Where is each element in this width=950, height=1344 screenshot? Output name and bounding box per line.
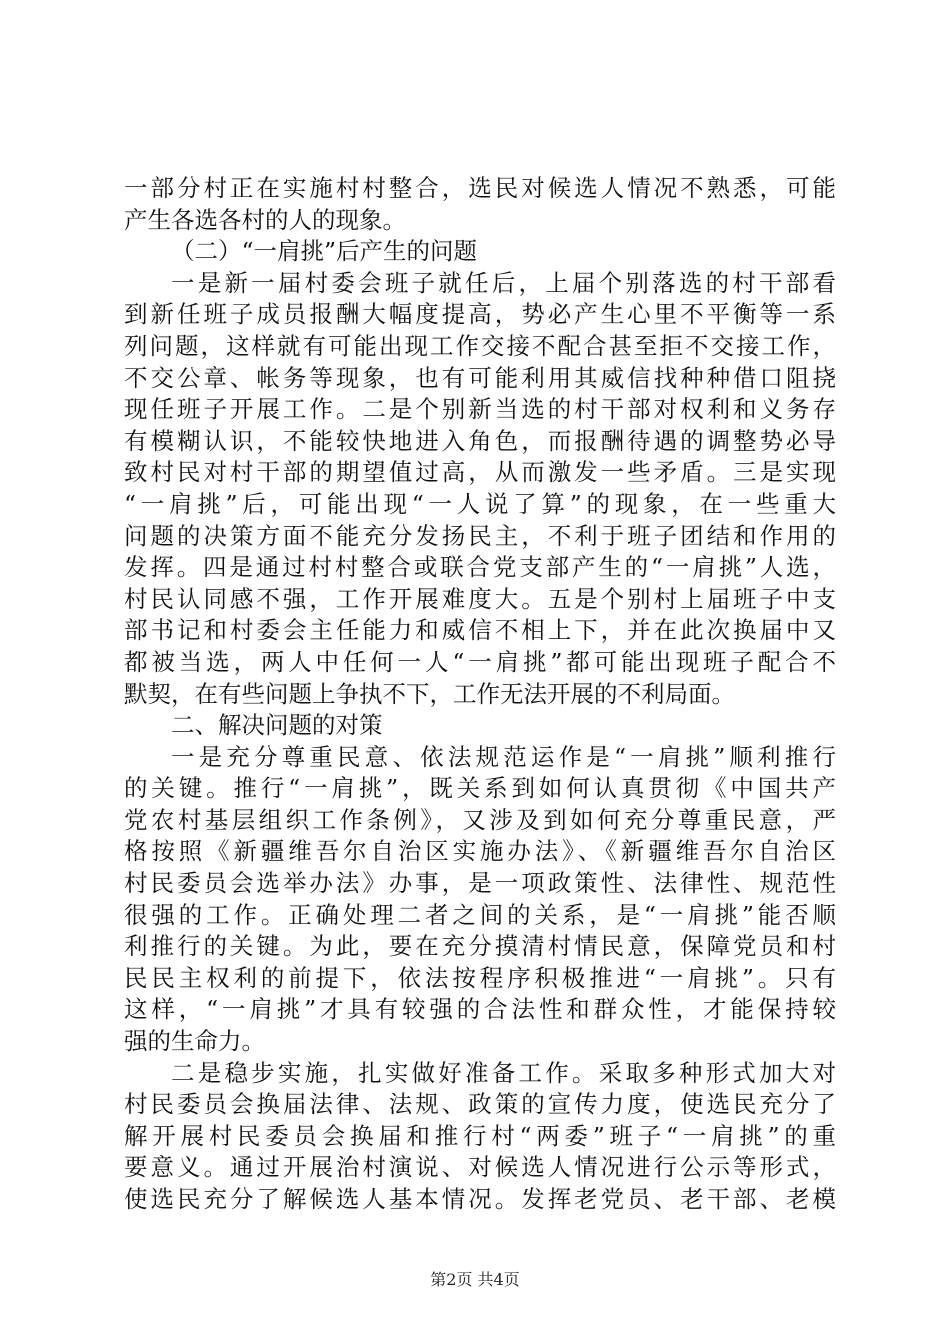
text-line: 解开展村民委员会换届和推行村“两委”班子“一肩挑”的重 xyxy=(124,1121,836,1150)
text-line: 现任班子开展工作。二是个别新当选的村干部对权利和义务存 xyxy=(124,395,836,424)
text-line: 二是稳步实施，扎实做好准备工作。采取多种形式加大对 xyxy=(171,1058,836,1087)
text-line: 一是新一届村委会班子就任后，上届个别落选的村干部看 xyxy=(171,268,836,297)
text-line: 很强的工作。正确处理二者之间的关系，是“一肩挑”能否顺 xyxy=(124,900,836,929)
page-footer: 第2页 共4页 xyxy=(430,1270,520,1289)
text-line: 部书记和村委会主任能力和威信不相上下，并在此次换届中又 xyxy=(124,616,836,645)
text-line: 这样，“一肩挑”才具有较强的合法性和群众性，才能保持较 xyxy=(124,995,836,1024)
text-line: 问题的决策方面不能充分发扬民主，不利于班子团结和作用的 xyxy=(124,521,836,550)
text-line: 要意义。通过开展治村演说、对候选人情况进行公示等形式， xyxy=(124,1153,836,1182)
text-line: 强的生命力。 xyxy=(124,1027,265,1056)
text-line: 利推行的关键。为此，要在充分摸清村情民意，保障党员和村 xyxy=(124,932,836,961)
text-line: 发挥。四是通过村村整合或联合党支部产生的“一肩挑”人选， xyxy=(124,553,836,582)
text-line: 列问题，这样就有可能出现工作交接不配合甚至拒不交接工作， xyxy=(124,331,836,360)
text-line: 使选民充分了解候选人基本情况。发挥老党员、老干部、老模 xyxy=(124,1185,836,1213)
text-line: 村民委员会换届法律、法规、政策的宣传力度，使选民充分了 xyxy=(124,1090,836,1119)
text-line: 默契，在有些问题上争执不下，工作无法开展的不利局面。 xyxy=(124,679,735,708)
text-line: 的关键。推行“一肩挑”，既关系到如何认真贯彻《中国共产 xyxy=(124,774,836,803)
text-line: 到新任班子成员报酬大幅度提高，势必产生心里不平衡等一系 xyxy=(124,300,836,329)
text-line: 一部分村正在实施村村整合，选民对候选人情况不熟悉，可能 xyxy=(124,174,836,202)
text-line: 民民主权利的前提下，依法按程序积极推进“一肩挑”。只有 xyxy=(124,963,836,992)
text-line: 二、解决问题的对策 xyxy=(171,711,383,740)
text-line: “一肩挑”后，可能出现“一人说了算”的现象，在一些重大 xyxy=(124,489,836,518)
text-line: 一是充分尊重民意、依法规范运作是“一肩挑”顺利推行 xyxy=(171,742,836,771)
text-line: 致村民对村干部的期望值过高，从而激发一些矛盾。三是实现 xyxy=(124,458,836,487)
text-line: 产生各选各村的人的现象。 xyxy=(124,205,406,234)
text-line: 有模糊认识，不能较快地进入角色，而报酬待遇的调整势必导 xyxy=(124,426,836,455)
text-line: （二）“一肩挑”后产生的问题 xyxy=(171,237,478,266)
text-line: 村民委员会选举办法》办事，是一项政策性、法律性、规范性 xyxy=(124,869,836,898)
text-line: 党农村基层组织工作条例》，又涉及到如何充分尊重民意，严 xyxy=(124,805,836,834)
text-line: 不交公章、帐务等现象，也有可能利用其威信找种种借口阻挠 xyxy=(124,363,836,392)
text-line: 村民认同感不强，工作开展难度大。五是个别村上届班子中支 xyxy=(124,584,836,613)
text-line: 都被当选，两人中任何一人“一肩挑”都可能出现班子配合不 xyxy=(124,647,836,676)
text-line: 格按照《新疆维吾尔自治区实施办法》、《新疆维吾尔自治区 xyxy=(124,837,836,866)
document-body xyxy=(124,173,836,1216)
